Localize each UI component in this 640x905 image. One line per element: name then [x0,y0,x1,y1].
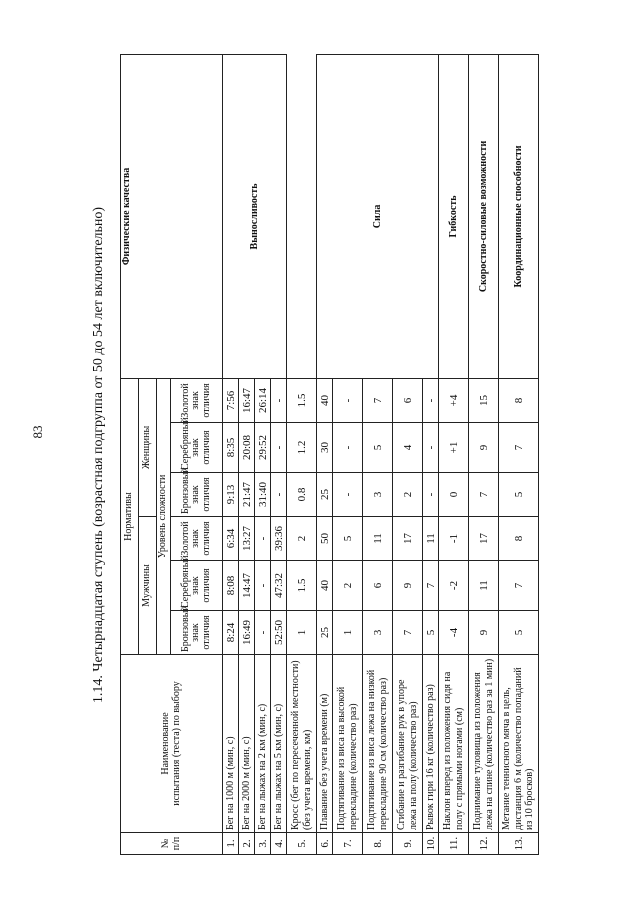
norm-gold-men: 17 [393,517,423,561]
norm-bronze-men: 1 [287,611,317,655]
norm-bronze-women: 0 [439,473,469,517]
header-norms: Нормативы [121,378,139,654]
header-women: Женщины [139,378,157,516]
norm-bronze-women: 3 [363,473,393,517]
test-name: Бег на 1000 м (мин, с) [223,655,239,833]
test-name: Подтягивание из виса на высокой перекладине (количество раз) [333,655,363,833]
norm-bronze-men: 5 [423,611,439,655]
table-row [317,54,333,854]
physical-quality: Скоростно-силовые возможности [469,54,499,378]
norm-gold-women: 7 [363,378,393,422]
norm-gold-women: - [333,378,363,422]
norm-silver-men: 47:32 [271,561,287,611]
page-number: 83 [30,425,45,439]
norm-bronze-women: 21:47 [239,473,255,517]
test-name: Бег на лыжах на 5 км (мин, с) [271,655,287,833]
norm-gold-men: 11 [363,517,393,561]
norm-silver-women: 30 [317,423,333,473]
norm-bronze-women: 25 [317,473,333,517]
row-number: 7. [333,833,363,855]
header-gold-women: Золотой знак отличия [171,378,223,422]
table-row [439,54,469,854]
norm-gold-women: 40 [317,378,333,422]
norm-gold-men: 39:36 [271,517,287,561]
row-number: 3. [255,833,271,855]
test-name: Наклон вперед из положения сидя на полу с прямыми ногами (см) [439,655,469,833]
norm-bronze-men: -4 [439,611,469,655]
norm-gold-women: 7:56 [223,378,239,422]
header-level: Уровень сложности [157,378,171,654]
table-body [223,54,539,854]
norm-silver-women: - [271,423,287,473]
norm-silver-men: - [255,561,271,611]
row-number: 12. [469,833,499,855]
norm-bronze-women: - [423,473,439,517]
test-name: Кросс (бег по пересеченной местности) (без учета времени, км) [287,655,317,833]
norm-silver-men: 11 [469,561,499,611]
norm-gold-men: 8 [499,517,539,561]
norm-gold-men: 11 [423,517,439,561]
norm-silver-women: 29:52 [255,423,271,473]
norm-bronze-women: 2 [393,473,423,517]
row-number: 9. [393,833,423,855]
page-heading: 1.14. Четырнадцатая ступень (возрастная подгруппа от 50 до 54 лет включительно) [91,206,106,704]
table-row [499,54,539,854]
row-number: 11. [439,833,469,855]
norm-silver-men: 40 [317,561,333,611]
norm-bronze-women: 31:40 [255,473,271,517]
physical-quality: Сила [317,54,439,378]
norm-silver-women: 8:35 [223,423,239,473]
norm-gold-men: -1 [439,517,469,561]
norm-gold-men: 17 [469,517,499,561]
header-gold-men: Золотой знак отличия [171,517,223,561]
norm-bronze-women: - [333,473,363,517]
header-bronze-men: Бронзовый знак отличия [171,611,223,655]
norm-silver-men: 8:08 [223,561,239,611]
norm-silver-women: - [333,423,363,473]
test-name: Сгибание и разгибание рук в упоре лежа на полу (количество раз) [393,655,423,833]
test-name: Поднимание туловища из положения лежа на спине (количество раз за 1 мин) [469,655,499,833]
norm-bronze-women: - [271,473,287,517]
norm-gold-men: 6:34 [223,517,239,561]
norm-gold-men: 50 [317,517,333,561]
norm-gold-women: - [271,378,287,422]
norm-bronze-men: 25 [317,611,333,655]
norm-bronze-men: 16:49 [239,611,255,655]
norm-silver-men: 1.5 [287,561,317,611]
norm-bronze-men: 8:24 [223,611,239,655]
norm-gold-women: 8 [499,378,539,422]
row-number: 10. [423,833,439,855]
norm-silver-women: 4 [393,423,423,473]
test-name: Метание теннисного мяча в цель, дистанция 6 м (количество попаданий из 10 бросков) [499,655,539,833]
header-silver-men: Серебряный знак отличия [171,561,223,611]
row-number: 2. [239,833,255,855]
physical-quality: Гибкость [439,54,469,378]
norms-table [120,54,539,855]
norm-gold-women: 26:14 [255,378,271,422]
norm-silver-women: 1.2 [287,423,317,473]
test-name: Бег на лыжах на 2 км (мин, с) [255,655,271,833]
table-row [469,54,499,854]
norm-bronze-women: 9:13 [223,473,239,517]
norm-silver-men: -2 [439,561,469,611]
norm-silver-women: +1 [439,423,469,473]
norm-gold-men: 13:27 [239,517,255,561]
norm-silver-men: 6 [363,561,393,611]
norm-bronze-men: 52:50 [271,611,287,655]
norm-gold-women: 6 [393,378,423,422]
norm-silver-men: 9 [393,561,423,611]
test-name: Подтягивание из виса лежа на низкой перекладине 90 см (количество раз) [363,655,393,833]
norm-bronze-men: 9 [469,611,499,655]
norm-gold-men: 2 [287,517,317,561]
norm-gold-women: 1.5 [287,378,317,422]
norm-bronze-men: 7 [393,611,423,655]
norm-bronze-men: 1 [333,611,363,655]
norm-gold-men: 5 [333,517,363,561]
norm-silver-women: 9 [469,423,499,473]
physical-quality: Выносливость [223,54,287,378]
rotated-content [84,55,604,855]
table-row [223,54,239,854]
test-name: Рывок гири 16 кг (количество раз) [423,655,439,833]
norm-silver-women: 7 [499,423,539,473]
norm-silver-women: - [423,423,439,473]
header-bronze-women: Бронзовый знак отличия [171,473,223,517]
table-row [287,54,317,854]
row-number: 4. [271,833,287,855]
norm-bronze-men: 3 [363,611,393,655]
header-qualities: Физические качества [121,54,223,378]
norm-silver-men: 2 [333,561,363,611]
row-number: 8. [363,833,393,855]
row-number: 1. [223,833,239,855]
norm-silver-women: 5 [363,423,393,473]
header-men: Мужчины [139,517,157,655]
norm-gold-women: +4 [439,378,469,422]
norm-silver-men: 14:47 [239,561,255,611]
norm-gold-women: 16:47 [239,378,255,422]
norm-gold-men: - [255,517,271,561]
header-num: № п/п [121,833,223,855]
row-number: 5. [287,833,317,855]
norm-gold-women: 15 [469,378,499,422]
norm-silver-women: 20:08 [239,423,255,473]
norm-bronze-men: 5 [499,611,539,655]
norm-bronze-women: 7 [469,473,499,517]
row-number: 6. [317,833,333,855]
norm-bronze-women: 0.8 [287,473,317,517]
test-name: Плавание без учета времени (м) [317,655,333,833]
header-silver-women: Серебряный знак отличия [171,423,223,473]
test-name: Бег на 2000 м (мин, с) [239,655,255,833]
norm-bronze-women: 5 [499,473,539,517]
norm-gold-women: - [423,378,439,422]
row-number: 13. [499,833,539,855]
norm-bronze-men: - [255,611,271,655]
header-test: Наименование испытания (теста) по выбору [121,655,223,833]
norm-silver-men: 7 [499,561,539,611]
norm-silver-men: 7 [423,561,439,611]
physical-quality: Координационные способности [499,54,539,378]
